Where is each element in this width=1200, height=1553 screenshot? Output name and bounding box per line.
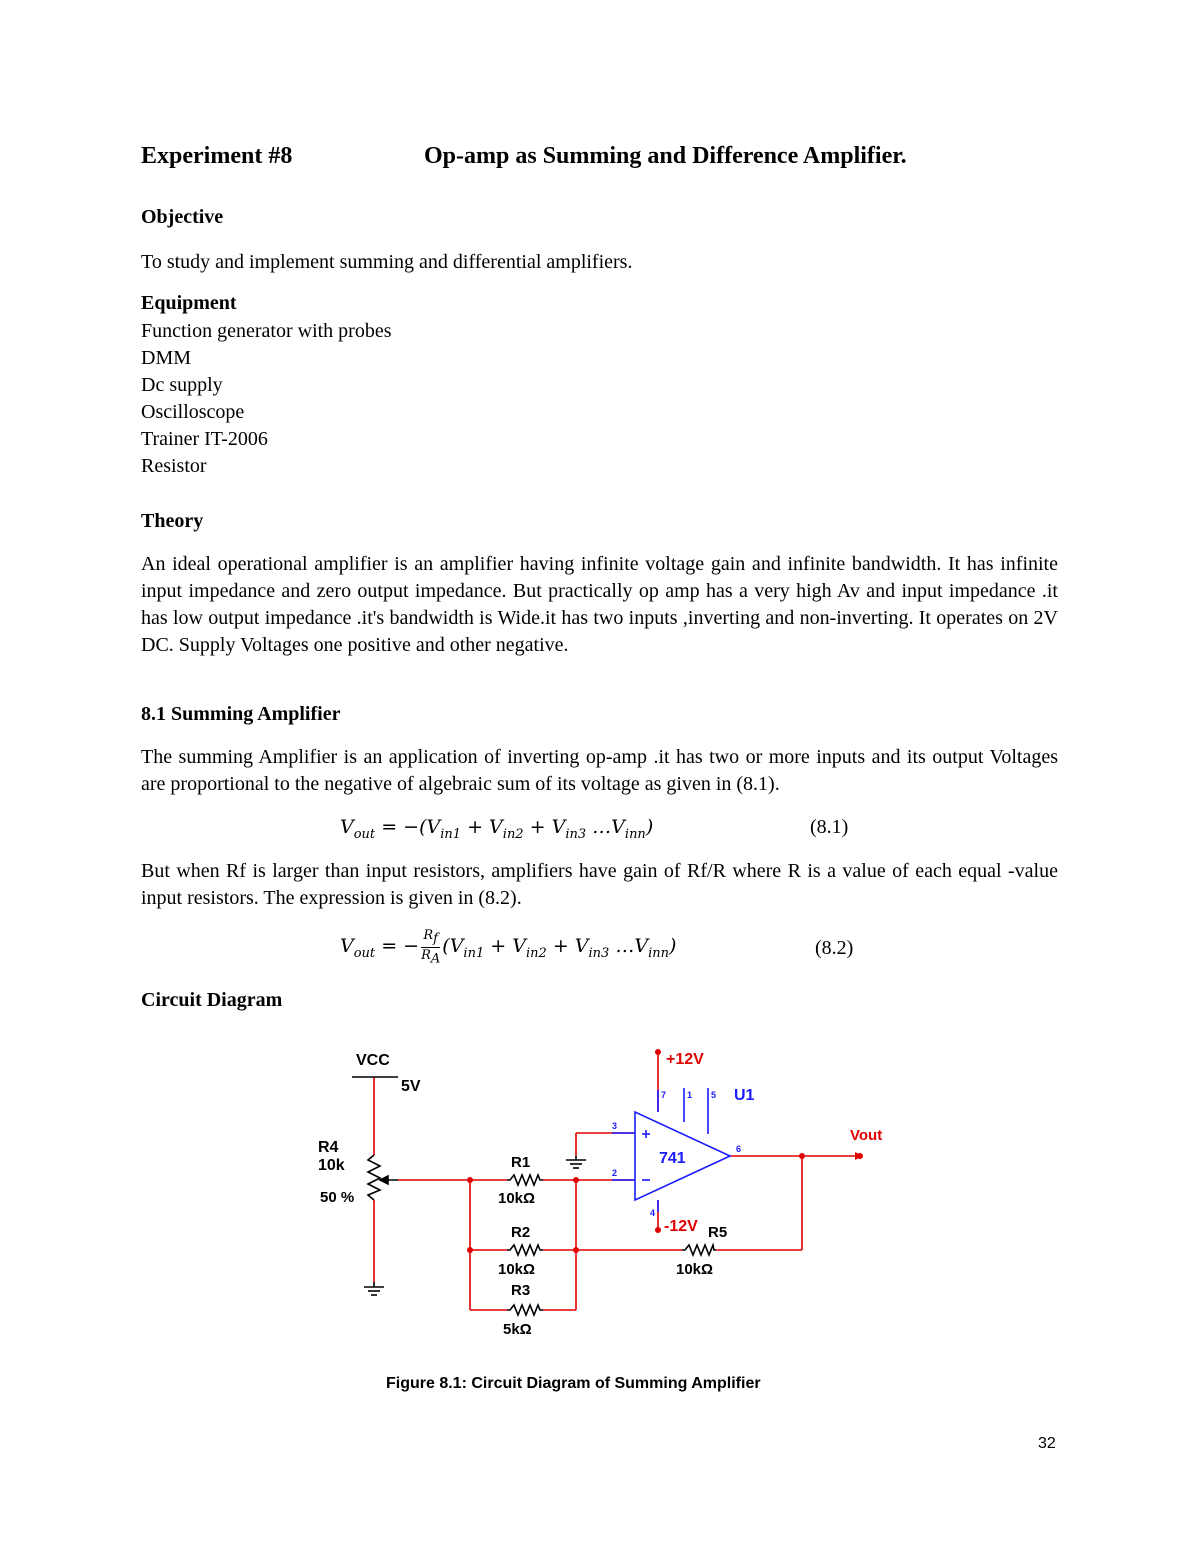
r3-value: 5kΩ xyxy=(503,1321,532,1338)
opamp-model: 741 xyxy=(659,1150,686,1167)
pin-4-label: 4 xyxy=(650,1208,656,1218)
r1-value: 10kΩ xyxy=(498,1190,536,1207)
pin-1-label: 1 xyxy=(687,1090,693,1100)
r4-label: R4 xyxy=(318,1139,339,1156)
equation-8-2: $V_{out}$ = − $\frac{R_f}{R_A}$ ($V_{in1} + V_{in2} + V_{in3}$ $\dots V_{inn}$) xyxy=(340,928,677,967)
pin-2-label: 2 xyxy=(612,1168,618,1178)
equation-8-1-number: (8.1) xyxy=(810,816,849,838)
experiment-title: Op-amp as Summing and Difference Amplifier. xyxy=(424,143,907,169)
pin-7-label: 7 xyxy=(661,1090,667,1100)
theory-heading: Theory xyxy=(141,510,204,532)
r1-label: R1 xyxy=(511,1154,531,1171)
r1-resistor xyxy=(507,1175,543,1185)
objective-text: To study and implement summing and differential amplifiers. xyxy=(141,251,633,273)
opamp-reference: U1 xyxy=(734,1087,755,1104)
equipment-item: Trainer IT-2006 xyxy=(141,428,268,450)
r5-resistor xyxy=(682,1245,716,1255)
circuit-wires xyxy=(374,1052,860,1310)
r5-label: R5 xyxy=(708,1224,728,1241)
ground-icon xyxy=(364,1282,384,1295)
equation-8-2-number: (8.2) xyxy=(815,937,854,959)
r2-label: R2 xyxy=(511,1224,531,1241)
r4-percent: 50 % xyxy=(320,1189,355,1206)
figure-caption: Figure 8.1: Circuit Diagram of Summing Amplifier xyxy=(386,1375,761,1392)
gain-fraction: $\frac{R_f}{R_A}$ xyxy=(421,928,441,967)
equation-8-1: $V_{out} = -(V_{in1} + V_{in2} + V_{in3}$ $\dots V_{inn}$) xyxy=(340,816,654,842)
r4-potentiometer xyxy=(368,1155,380,1200)
r2-resistor xyxy=(507,1245,543,1255)
equipment-item: Oscilloscope xyxy=(141,401,245,423)
output-label: Vout xyxy=(850,1127,883,1144)
vcc-value: 5V xyxy=(401,1078,421,1095)
vcc-label: VCC xyxy=(356,1052,390,1069)
equipment-item: Resistor xyxy=(141,455,207,477)
theory-paragraph: An ideal operational amplifier is an amplifier having infinite voltage gain and infinite bandwidth. It has infinite input impedance and zero output impedance. But practically op amp has a very high Av and input impedance .it has low output impedance .it's bandwidth is Wide.it has two inputs ,inverting and non-inverting. It operates on 2V DC. Supply Voltages one positive and other negative. xyxy=(141,553,1058,656)
summing-paragraph: The summing Amplifier is an application of inverting op-amp .it has two or more inputs and its output Voltages are proportional to the negative of algebraic sum of its voltage as given in (8.1). xyxy=(141,746,1058,795)
r3-label: R3 xyxy=(511,1282,531,1299)
equipment-item: DMM xyxy=(141,347,192,369)
experiment-number: Experiment #8 xyxy=(141,143,293,169)
page-number: 32 xyxy=(1038,1435,1056,1452)
pin-6-label: 6 xyxy=(736,1144,742,1154)
summing-heading: 8.1 Summing Amplifier xyxy=(141,703,341,725)
equipment-item: Dc supply xyxy=(141,374,223,396)
gain-paragraph: But when Rf is larger than input resistors, amplifiers have gain of Rf/R where R is a value of each equal -value input resistors. The expression is given in (8.2). xyxy=(141,860,1058,909)
r5-value: 10kΩ xyxy=(676,1261,714,1278)
circuit-heading: Circuit Diagram xyxy=(141,989,283,1011)
circuit-components xyxy=(352,1077,863,1315)
pin-3-label: 3 xyxy=(612,1121,618,1131)
r2-value: 10kΩ xyxy=(498,1261,536,1278)
objective-heading: Objective xyxy=(141,206,224,228)
pin-5-label: 5 xyxy=(711,1090,717,1100)
r4-value: 10k xyxy=(318,1157,345,1174)
negative-supply-label: -12V xyxy=(664,1218,698,1235)
ground-icon xyxy=(566,1156,586,1168)
equipment-item: Function generator with probes xyxy=(141,320,392,342)
positive-supply-label: +12V xyxy=(666,1051,704,1068)
equipment-heading: Equipment xyxy=(141,292,237,314)
r3-resistor xyxy=(507,1305,543,1315)
